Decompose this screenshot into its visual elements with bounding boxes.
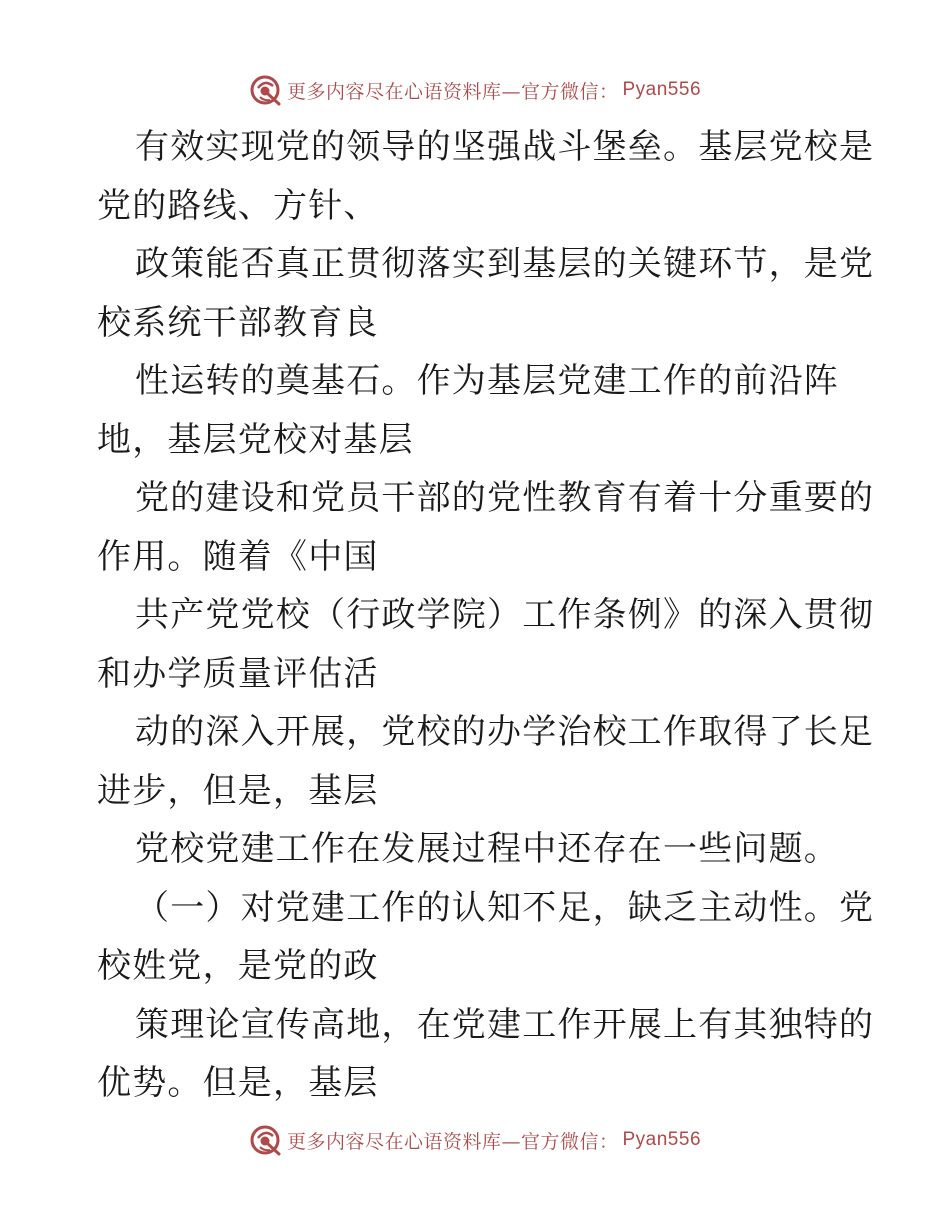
watermark-text: 更多内容尽在心语资料库—官方微信： bbox=[286, 80, 619, 103]
text-line: 作用。随着《中国 bbox=[97, 536, 379, 577]
text-line: 和办学质量评估活 bbox=[97, 653, 379, 694]
text-line: 进步，但是，基层 bbox=[97, 770, 379, 811]
document-body bbox=[97, 118, 875, 1113]
text-line: 政策能否真正贯彻落实到基层的关键环节，是党 bbox=[135, 244, 875, 284]
text-line: 策理论宣传高地，在党建工作开展上有其独特的 bbox=[135, 1004, 875, 1045]
text-line: 校系统干部教育良 bbox=[97, 302, 379, 343]
watermark-wechat-id: Pyan556 bbox=[622, 1129, 702, 1150]
text-line: 性运转的奠基石。作为基层党建工作的前沿阵 bbox=[135, 361, 839, 401]
watermark-text: 更多内容尽在心语资料库—官方微信： bbox=[286, 1130, 619, 1153]
header-watermark bbox=[0, 70, 950, 110]
text-line: 党的建设和党员干部的党性教育有着十分重要的 bbox=[135, 478, 875, 518]
text-line: （一）对党建工作的认知不足，缺乏主动性。党 bbox=[135, 887, 875, 928]
text-line: 地，基层党校对基层 bbox=[97, 419, 414, 460]
text-line: 优势。但是，基层 bbox=[97, 1063, 379, 1103]
text-line: 动的深入开展，党校的办学治校工作取得了长足 bbox=[135, 712, 875, 752]
watermark-wechat-id: Pyan556 bbox=[622, 79, 702, 100]
text-line: 共产党党校（行政学院）工作条例》的深入贯彻 bbox=[135, 595, 875, 635]
text-line: 校姓党，是党的政 bbox=[97, 946, 379, 986]
text-line: 有效实现党的领导的坚强战斗堡垒。基层党校是 bbox=[135, 127, 875, 167]
rose-pen-logo-icon bbox=[249, 1123, 283, 1157]
rose-pen-logo-icon bbox=[249, 73, 283, 107]
text-line: 党校党建工作在发展过程中还存在一些问题。 bbox=[135, 829, 839, 869]
text-line: 党的路线、方针、 bbox=[97, 185, 379, 226]
footer-watermark bbox=[0, 1120, 950, 1160]
